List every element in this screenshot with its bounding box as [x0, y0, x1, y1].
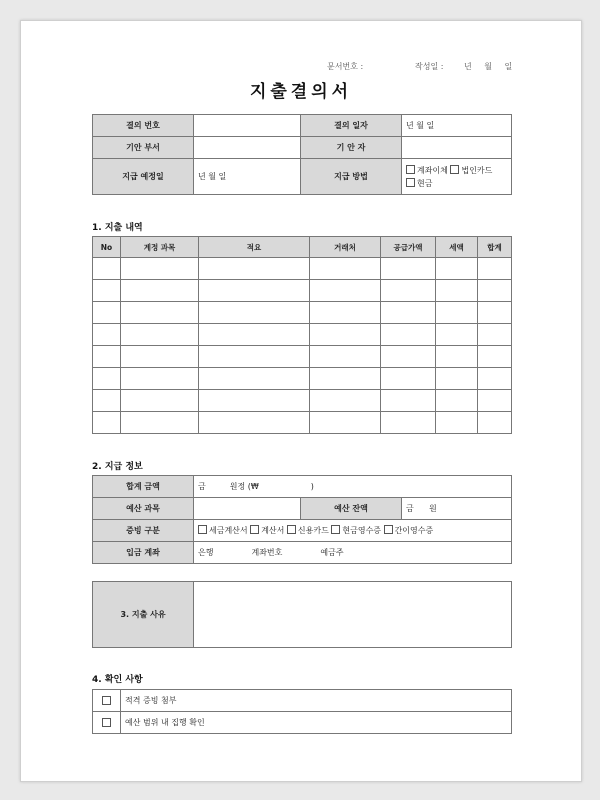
cell-supply-amount[interactable]	[381, 412, 436, 434]
cell-account[interactable]	[121, 258, 199, 280]
cell-supply-amount[interactable]	[381, 258, 436, 280]
resolution-date-field[interactable]: 년 월 일	[402, 115, 512, 137]
document-title: 지출결의서	[249, 82, 353, 102]
drafter-field[interactable]	[402, 137, 512, 159]
cell-vendor[interactable]	[310, 368, 381, 390]
cell-tax[interactable]	[436, 346, 478, 368]
account-field[interactable]: 은행 계좌번호 예금주	[194, 542, 512, 564]
checkbox-icon	[250, 525, 259, 534]
cell-total[interactable]	[478, 258, 512, 280]
dept-field[interactable]	[194, 137, 301, 159]
evidence-label: 증빙 구분	[93, 520, 194, 542]
budget-balance-field[interactable]: 금 원	[402, 498, 512, 520]
checkbox-icon	[406, 165, 415, 174]
document-page	[20, 20, 582, 782]
total-amount-label: 합계 금액	[93, 476, 194, 498]
pay-method-label: 지급 방법	[301, 159, 402, 195]
confirm-item-1: 적격 증빙 첨부	[121, 690, 512, 712]
pay-due-label: 지급 예정일	[93, 159, 194, 195]
payment-info-table	[92, 475, 512, 564]
cell-description[interactable]	[199, 368, 310, 390]
evidence-field	[194, 520, 512, 542]
cell-supply-amount[interactable]	[381, 324, 436, 346]
info-table	[92, 114, 512, 195]
cell-vendor[interactable]	[310, 412, 381, 434]
confirm-item-2: 예산 범위 내 집행 확인	[121, 712, 512, 734]
checkbox-icon	[384, 525, 393, 534]
cell-tax[interactable]	[436, 324, 478, 346]
pay-due-field[interactable]: 년 월 일	[194, 159, 301, 195]
cell-account[interactable]	[121, 346, 199, 368]
cell-vendor[interactable]	[310, 280, 381, 302]
write-date	[415, 61, 518, 72]
cell-tax[interactable]	[436, 390, 478, 412]
table-row	[93, 412, 512, 434]
table-row	[93, 390, 512, 412]
cell-description[interactable]	[199, 412, 310, 434]
cell-description[interactable]	[199, 324, 310, 346]
cell-supply-amount[interactable]	[381, 280, 436, 302]
cell-tax[interactable]	[436, 412, 478, 434]
evidence-tax-invoice[interactable]: 세금계산서	[198, 526, 248, 535]
cell-total[interactable]	[478, 280, 512, 302]
cell-description[interactable]	[199, 302, 310, 324]
col-total: 합계	[478, 237, 512, 258]
cell-no[interactable]	[93, 346, 121, 368]
cell-tax[interactable]	[436, 258, 478, 280]
checkbox-icon	[198, 525, 207, 534]
evidence-simple-receipt[interactable]: 간이영수증	[384, 526, 434, 535]
checkbox-icon	[406, 178, 415, 187]
cell-tax[interactable]	[436, 280, 478, 302]
section4-title: 4. 확인 사항	[92, 675, 143, 685]
budget-item-label: 예산 과목	[93, 498, 194, 520]
resolution-date-label: 결의 일자	[301, 115, 402, 137]
reason-field[interactable]	[194, 582, 512, 648]
table-row	[93, 346, 512, 368]
doc-number-label: 문서번호 :	[327, 62, 364, 71]
write-date-year: 년	[463, 62, 472, 71]
table-row	[93, 324, 512, 346]
total-amount-field[interactable]: 금 원정 (₩ )	[194, 476, 512, 498]
write-date-label: 작성일 :	[415, 62, 444, 71]
cell-no[interactable]	[93, 302, 121, 324]
col-description: 적요	[199, 237, 310, 258]
checkbox-icon	[102, 696, 111, 705]
cell-account[interactable]	[121, 324, 199, 346]
cell-total[interactable]	[478, 346, 512, 368]
cell-description[interactable]	[199, 258, 310, 280]
cell-vendor[interactable]	[310, 302, 381, 324]
expense-table	[92, 236, 512, 434]
cell-tax[interactable]	[436, 368, 478, 390]
dept-label: 기안 부서	[93, 137, 194, 159]
table-row	[93, 368, 512, 390]
cell-supply-amount[interactable]	[381, 390, 436, 412]
cell-supply-amount[interactable]	[381, 302, 436, 324]
drafter-label: 기 안 자	[301, 137, 402, 159]
resolution-no-field[interactable]	[194, 115, 301, 137]
col-supply-amount: 공급가액	[381, 237, 436, 258]
cell-supply-amount[interactable]	[381, 368, 436, 390]
confirm-checkbox-2[interactable]	[93, 712, 121, 734]
evidence-cash-receipt[interactable]: 현금영수증	[331, 526, 381, 535]
cell-no[interactable]	[93, 324, 121, 346]
pay-method-cash[interactable]: 현금	[406, 179, 432, 188]
cell-total[interactable]	[478, 412, 512, 434]
cell-vendor[interactable]	[310, 346, 381, 368]
budget-item-field[interactable]	[194, 498, 301, 520]
write-date-day: 일	[504, 62, 513, 71]
cell-no[interactable]	[93, 412, 121, 434]
confirm-checkbox-1[interactable]	[93, 690, 121, 712]
checkbox-icon	[102, 718, 111, 727]
cell-account[interactable]	[121, 280, 199, 302]
pay-method-transfer[interactable]: 계좌이체	[406, 166, 448, 175]
section2-title: 2. 지급 정보	[92, 462, 143, 472]
cell-no[interactable]	[93, 390, 121, 412]
cell-account[interactable]	[121, 368, 199, 390]
col-account: 계정 과목	[121, 237, 199, 258]
cell-vendor[interactable]	[310, 258, 381, 280]
cell-supply-amount[interactable]	[381, 346, 436, 368]
expense-rows	[93, 258, 512, 434]
checkbox-icon	[287, 525, 296, 534]
cell-description[interactable]	[199, 390, 310, 412]
cell-no[interactable]	[93, 368, 121, 390]
write-date-month: 월	[484, 62, 492, 71]
confirm-table	[92, 689, 512, 734]
cell-no[interactable]	[93, 280, 121, 302]
cell-vendor[interactable]	[310, 324, 381, 346]
col-tax: 세액	[436, 237, 478, 258]
cell-total[interactable]	[478, 368, 512, 390]
cell-description[interactable]	[199, 346, 310, 368]
cell-total[interactable]	[478, 302, 512, 324]
table-row	[93, 302, 512, 324]
resolution-no-label: 결의 번호	[93, 115, 194, 137]
cell-account[interactable]	[121, 302, 199, 324]
pay-method-field	[402, 159, 512, 195]
evidence-credit-card[interactable]: 신용카드	[287, 526, 329, 535]
account-label: 입금 계좌	[93, 542, 194, 564]
cell-account[interactable]	[121, 412, 199, 434]
col-no: No	[93, 237, 121, 258]
budget-balance-label: 예산 잔액	[301, 498, 402, 520]
reason-label: 3. 지출 사유	[93, 582, 194, 648]
cell-account[interactable]	[121, 390, 199, 412]
cell-vendor[interactable]	[310, 390, 381, 412]
table-row	[93, 258, 512, 280]
cell-no[interactable]	[93, 258, 121, 280]
pay-method-card[interactable]: 법인카드	[450, 166, 492, 175]
cell-total[interactable]	[478, 390, 512, 412]
checkbox-icon	[331, 525, 340, 534]
cell-tax[interactable]	[436, 302, 478, 324]
checkbox-icon	[450, 165, 459, 174]
section1-title: 1. 지출 내역	[92, 223, 143, 233]
evidence-invoice[interactable]: 계산서	[250, 526, 284, 535]
reason-table	[92, 581, 512, 648]
cell-total[interactable]	[478, 324, 512, 346]
cell-description[interactable]	[199, 280, 310, 302]
col-vendor: 거래처	[310, 237, 381, 258]
table-row	[93, 280, 512, 302]
